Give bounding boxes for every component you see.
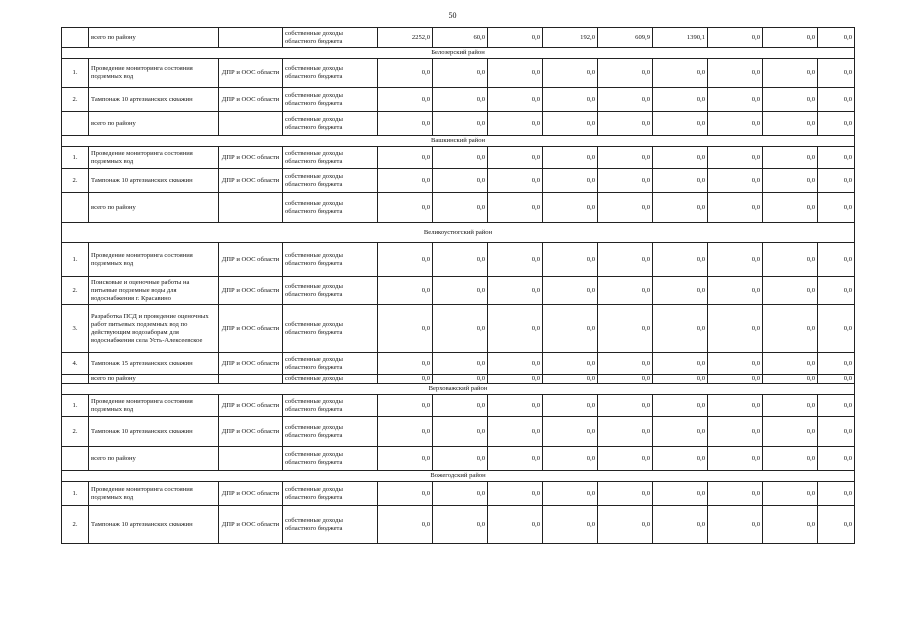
page-number: 50	[448, 11, 457, 20]
value-cell: 0,0	[598, 147, 653, 169]
executor	[219, 193, 283, 223]
value-cell: 0,0	[598, 88, 653, 112]
value-cell: 0,0	[543, 277, 598, 305]
value-cell: 0,0	[653, 147, 708, 169]
value-cell: 0,0	[543, 305, 598, 353]
value-cell: 0,0	[488, 417, 543, 447]
value-cell: 0,0	[433, 277, 488, 305]
table-row	[62, 193, 855, 223]
value-cell: 0,0	[433, 375, 488, 384]
value-cell: 0,0	[378, 277, 433, 305]
value-cell: 0,0	[598, 193, 653, 223]
table-row	[62, 243, 855, 277]
activity-name: Поисковые и оценочные работы на питьевые подземные воды для водоснабжения г. Красавино	[89, 277, 219, 305]
value-cell: 0,0	[763, 243, 818, 277]
value-cell: 0,0	[543, 169, 598, 193]
value-cell: 0,0	[543, 482, 598, 506]
value-cell: 0,0	[488, 447, 543, 471]
value-cell: 0,0	[763, 88, 818, 112]
activity-name: всего по району	[89, 28, 219, 48]
table-row	[62, 59, 855, 88]
value-cell: 0,0	[653, 243, 708, 277]
value-cell: 0,0	[488, 112, 543, 136]
row-number: 2.	[62, 169, 89, 193]
funding-source: собственные доходы областного бюджета	[283, 147, 378, 169]
executor: ДПР и ООС области	[219, 88, 283, 112]
value-cell: 0,0	[708, 28, 763, 48]
funding-source: собственные доходы областного бюджета	[283, 482, 378, 506]
value-cell: 0,0	[818, 395, 855, 417]
district-header-row	[62, 223, 855, 243]
value-cell: 0,0	[708, 193, 763, 223]
value-cell: 0,0	[818, 243, 855, 277]
value-cell: 0,0	[543, 417, 598, 447]
value-cell: 0,0	[433, 506, 488, 544]
row-number: 1.	[62, 395, 89, 417]
value-cell: 0,0	[378, 395, 433, 417]
value-cell: 0,0	[708, 482, 763, 506]
row-number: 3.	[62, 305, 89, 353]
value-cell: 0,0	[818, 28, 855, 48]
value-cell: 0,0	[763, 59, 818, 88]
table-row	[62, 88, 855, 112]
row-number: 1.	[62, 482, 89, 506]
activity-name: всего по району	[89, 112, 219, 136]
activity-name: всего по району	[89, 447, 219, 471]
row-number	[62, 193, 89, 223]
value-cell: 0,0	[433, 59, 488, 88]
activity-name: всего по району	[89, 193, 219, 223]
table-row	[62, 147, 855, 169]
value-cell: 0,0	[488, 506, 543, 544]
value-cell: 0,0	[488, 305, 543, 353]
table-body	[62, 28, 855, 544]
value-cell: 0,0	[378, 447, 433, 471]
value-cell: 0,0	[708, 375, 763, 384]
row-number: 4.	[62, 353, 89, 375]
value-cell: 0,0	[653, 277, 708, 305]
funding-source: собственные доходы областного бюджета	[283, 353, 378, 375]
row-number: 2.	[62, 506, 89, 544]
value-cell: 0,0	[433, 169, 488, 193]
value-cell: 0,0	[653, 169, 708, 193]
value-cell: 0,0	[763, 447, 818, 471]
row-number: 1.	[62, 147, 89, 169]
value-cell: 609,9	[598, 28, 653, 48]
executor: ДПР и ООС области	[219, 506, 283, 544]
district-header-row	[62, 48, 855, 59]
value-cell: 0,0	[653, 88, 708, 112]
value-cell: 60,0	[433, 28, 488, 48]
value-cell: 0,0	[708, 395, 763, 417]
value-cell: 0,0	[763, 375, 818, 384]
funding-source: собственные доходы областного бюджета	[283, 447, 378, 471]
value-cell: 0,0	[543, 506, 598, 544]
value-cell: 0,0	[818, 482, 855, 506]
value-cell: 0,0	[763, 193, 818, 223]
value-cell: 0,0	[763, 506, 818, 544]
value-cell: 0,0	[653, 59, 708, 88]
value-cell: 1390,1	[653, 28, 708, 48]
table-row	[62, 395, 855, 417]
table-row	[62, 375, 855, 384]
value-cell: 0,0	[598, 375, 653, 384]
activity-name: Тампонаж 10 артезианских скважин	[89, 169, 219, 193]
value-cell: 0,0	[708, 112, 763, 136]
executor	[219, 375, 283, 384]
value-cell: 0,0	[708, 417, 763, 447]
district-title: Вожегодский район	[62, 471, 855, 482]
value-cell: 0,0	[818, 88, 855, 112]
value-cell: 0,0	[763, 482, 818, 506]
value-cell: 0,0	[653, 112, 708, 136]
table-row	[62, 112, 855, 136]
value-cell: 0,0	[433, 88, 488, 112]
executor: ДПР и ООС области	[219, 482, 283, 506]
value-cell: 0,0	[598, 395, 653, 417]
funding-source: собственные доходы областного бюджета	[283, 395, 378, 417]
value-cell: 0,0	[543, 88, 598, 112]
table-row	[62, 353, 855, 375]
value-cell: 0,0	[763, 353, 818, 375]
value-cell: 0,0	[378, 482, 433, 506]
value-cell: 0,0	[543, 147, 598, 169]
value-cell: 0,0	[598, 353, 653, 375]
value-cell: 0,0	[378, 417, 433, 447]
activity-name: Проведение мониторинга состояния подземных вод	[89, 482, 219, 506]
value-cell: 0,0	[653, 305, 708, 353]
value-cell: 0,0	[818, 417, 855, 447]
value-cell: 0,0	[763, 395, 818, 417]
value-cell: 0,0	[378, 353, 433, 375]
value-cell: 0,0	[433, 353, 488, 375]
value-cell: 0,0	[653, 395, 708, 417]
value-cell: 0,0	[708, 169, 763, 193]
value-cell: 0,0	[818, 447, 855, 471]
district-title: Великоустюгский район	[62, 223, 855, 243]
value-cell: 0,0	[653, 482, 708, 506]
district-title: Верховажский район	[62, 384, 855, 395]
row-number	[62, 112, 89, 136]
funding-source: собственные доходы областного бюджета	[283, 112, 378, 136]
value-cell: 0,0	[543, 395, 598, 417]
activity-name: Разработка ПСД и проведение оценочных работ питьевых подземных вод по действующим водозаборам для водоснабжения села Усть-Алексеевское	[89, 305, 219, 353]
executor: ДПР и ООС области	[219, 277, 283, 305]
executor: ДПР и ООС области	[219, 243, 283, 277]
row-number: 2.	[62, 88, 89, 112]
value-cell: 0,0	[543, 375, 598, 384]
funding-source: собственные доходы областного бюджета	[283, 305, 378, 353]
table-row	[62, 417, 855, 447]
funding-source: собственные доходы областного бюджета	[283, 417, 378, 447]
value-cell: 0,0	[433, 417, 488, 447]
district-title: Вашкинский район	[62, 136, 855, 147]
value-cell: 0,0	[433, 193, 488, 223]
value-cell: 0,0	[378, 193, 433, 223]
value-cell: 0,0	[433, 447, 488, 471]
value-cell: 0,0	[708, 353, 763, 375]
funding-source: собственные доходы областного бюджета	[283, 59, 378, 88]
value-cell: 0,0	[488, 395, 543, 417]
table-row	[62, 447, 855, 471]
activity-name: Проведение мониторинга состояния подземных вод	[89, 243, 219, 277]
value-cell: 0,0	[708, 243, 763, 277]
value-cell: 0,0	[488, 353, 543, 375]
value-cell: 0,0	[378, 147, 433, 169]
value-cell: 0,0	[818, 353, 855, 375]
value-cell: 0,0	[708, 59, 763, 88]
table-row	[62, 28, 855, 48]
activity-name: Тампонаж 10 артезианских скважин	[89, 417, 219, 447]
funding-source: собственные доходы областного бюджета	[283, 28, 378, 48]
value-cell: 0,0	[488, 277, 543, 305]
value-cell: 0,0	[488, 482, 543, 506]
value-cell: 0,0	[488, 147, 543, 169]
district-header-row	[62, 136, 855, 147]
row-number	[62, 28, 89, 48]
value-cell: 0,0	[598, 482, 653, 506]
value-cell: 0,0	[818, 375, 855, 384]
district-title: Белозерский район	[62, 48, 855, 59]
executor	[219, 28, 283, 48]
value-cell: 0,0	[488, 193, 543, 223]
value-cell: 2252,0	[378, 28, 433, 48]
value-cell: 0,0	[708, 447, 763, 471]
value-cell: 0,0	[433, 482, 488, 506]
value-cell: 0,0	[378, 112, 433, 136]
value-cell: 0,0	[708, 506, 763, 544]
value-cell: 0,0	[378, 375, 433, 384]
executor: ДПР и ООС области	[219, 353, 283, 375]
executor: ДПР и ООС области	[219, 417, 283, 447]
value-cell: 0,0	[763, 417, 818, 447]
funding-source: собственные доходы областного бюджета	[283, 88, 378, 112]
value-cell: 0,0	[818, 169, 855, 193]
value-cell: 0,0	[598, 305, 653, 353]
row-number	[62, 447, 89, 471]
budget-table	[61, 27, 855, 544]
value-cell: 0,0	[488, 169, 543, 193]
value-cell: 0,0	[433, 243, 488, 277]
row-number: 1.	[62, 243, 89, 277]
value-cell: 0,0	[433, 147, 488, 169]
row-number: 1.	[62, 59, 89, 88]
value-cell: 0,0	[598, 169, 653, 193]
value-cell: 0,0	[488, 243, 543, 277]
value-cell: 0,0	[543, 59, 598, 88]
value-cell: 0,0	[433, 305, 488, 353]
value-cell: 0,0	[818, 59, 855, 88]
funding-source: собственные доходы областного бюджета	[283, 506, 378, 544]
row-number: 2.	[62, 277, 89, 305]
table-row	[62, 305, 855, 353]
value-cell: 0,0	[598, 447, 653, 471]
funding-source: собственные доходы областного бюджета	[283, 193, 378, 223]
value-cell: 0,0	[708, 305, 763, 353]
activity-name: Тампонаж 10 артезианских скважин	[89, 88, 219, 112]
value-cell: 0,0	[543, 353, 598, 375]
value-cell: 0,0	[653, 447, 708, 471]
value-cell: 0,0	[378, 506, 433, 544]
value-cell: 0,0	[763, 112, 818, 136]
value-cell: 0,0	[598, 277, 653, 305]
table-row	[62, 506, 855, 544]
executor: ДПР и ООС области	[219, 395, 283, 417]
value-cell: 0,0	[378, 88, 433, 112]
value-cell: 0,0	[543, 447, 598, 471]
value-cell: 0,0	[433, 395, 488, 417]
value-cell: 0,0	[598, 59, 653, 88]
executor	[219, 447, 283, 471]
row-number: 2.	[62, 417, 89, 447]
value-cell: 0,0	[488, 28, 543, 48]
value-cell: 0,0	[818, 193, 855, 223]
executor	[219, 112, 283, 136]
value-cell: 0,0	[653, 193, 708, 223]
value-cell: 0,0	[378, 169, 433, 193]
funding-source: собственные доходы	[283, 375, 378, 384]
value-cell: 0,0	[653, 375, 708, 384]
activity-name: всего по району	[89, 375, 219, 384]
table-row	[62, 277, 855, 305]
activity-name: Проведение мониторинга состояния подземных вод	[89, 395, 219, 417]
value-cell: 0,0	[598, 417, 653, 447]
value-cell: 0,0	[708, 88, 763, 112]
executor: ДПР и ООС области	[219, 59, 283, 88]
value-cell: 0,0	[708, 147, 763, 169]
value-cell: 0,0	[543, 243, 598, 277]
value-cell: 0,0	[378, 305, 433, 353]
value-cell: 0,0	[378, 243, 433, 277]
executor: ДПР и ООС области	[219, 305, 283, 353]
value-cell: 0,0	[488, 88, 543, 112]
value-cell: 0,0	[708, 277, 763, 305]
value-cell: 0,0	[818, 506, 855, 544]
district-header-row	[62, 471, 855, 482]
activity-name: Тампонаж 10 артезианских скважин	[89, 506, 219, 544]
funding-source: собственные доходы областного бюджета	[283, 277, 378, 305]
value-cell: 0,0	[598, 243, 653, 277]
value-cell: 192,0	[543, 28, 598, 48]
value-cell: 0,0	[818, 112, 855, 136]
district-header-row	[62, 384, 855, 395]
value-cell: 0,0	[433, 112, 488, 136]
value-cell: 0,0	[653, 353, 708, 375]
activity-name: Проведение мониторинга состояния подземных вод	[89, 59, 219, 88]
executor: ДПР и ООС области	[219, 147, 283, 169]
value-cell: 0,0	[763, 305, 818, 353]
value-cell: 0,0	[543, 193, 598, 223]
value-cell: 0,0	[543, 112, 598, 136]
funding-source: собственные доходы областного бюджета	[283, 169, 378, 193]
value-cell: 0,0	[653, 506, 708, 544]
value-cell: 0,0	[818, 277, 855, 305]
funding-source: собственные доходы областного бюджета	[283, 243, 378, 277]
activity-name: Проведение мониторинга состояния подземных вод	[89, 147, 219, 169]
value-cell: 0,0	[763, 277, 818, 305]
value-cell: 0,0	[763, 169, 818, 193]
row-number	[62, 375, 89, 384]
value-cell: 0,0	[763, 28, 818, 48]
value-cell: 0,0	[598, 112, 653, 136]
value-cell: 0,0	[818, 305, 855, 353]
activity-name: Тампонаж 15 артезианских скважин	[89, 353, 219, 375]
table-row	[62, 169, 855, 193]
value-cell: 0,0	[653, 417, 708, 447]
value-cell: 0,0	[763, 147, 818, 169]
value-cell: 0,0	[488, 59, 543, 88]
executor: ДПР и ООС области	[219, 169, 283, 193]
value-cell: 0,0	[818, 147, 855, 169]
value-cell: 0,0	[598, 506, 653, 544]
value-cell: 0,0	[378, 59, 433, 88]
value-cell: 0,0	[488, 375, 543, 384]
table-row	[62, 482, 855, 506]
